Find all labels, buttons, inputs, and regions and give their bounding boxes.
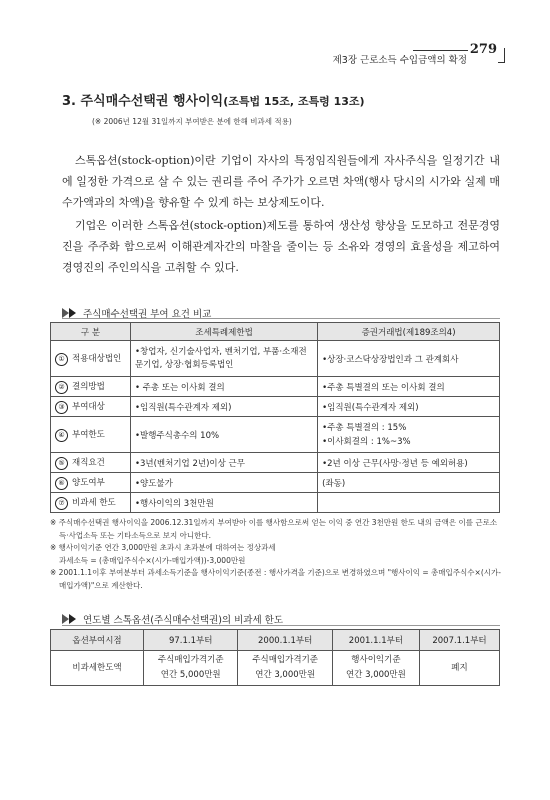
- paragraph-2: 기업은 이러한 스톡옵션(stock-option)제도를 통하여 생산성 향상을 도모하고 전문경영진을 주주화 함으로써 이해관계자간의 마찰을 줄이는 등 소유와 경영의 효율성을 제고하여 경영진의 주인의식을 고취할 수 있다.: [62, 219, 500, 274]
- row-sec-cell: (좌동): [318, 473, 500, 493]
- row-tax-cell: •양도불가: [130, 473, 317, 493]
- section-title-sub: (조특법 15조, 조특령 13조): [223, 95, 365, 108]
- row-number: ④: [55, 429, 68, 442]
- header-from-2001: 2001.1.1부터: [332, 630, 419, 651]
- limit-amount: 연간 3,000만원: [345, 670, 406, 680]
- limit-basis: 주식매입가격기준: [252, 655, 318, 665]
- row-number: ⑥: [55, 477, 68, 490]
- row-number: ②: [55, 381, 68, 394]
- limit-cell: [419, 651, 499, 686]
- limit-line-1: •주총 특별결의 : 15%: [322, 422, 407, 433]
- section-title: [62, 90, 365, 109]
- row-item: ⑤ 재직요건: [51, 453, 131, 473]
- row-item: ② 결의방법: [51, 377, 131, 397]
- note-3: ※ 2001.1.1이후 부여분부터 과세소득기준을 행사이익기준(종전 : 행사가격을 기준)으로 변경하였으며 "행사이익 = 총매입주식수×(시가-매입가액)"으로 계산한다.: [50, 568, 501, 590]
- note-2-formula: 과세소득 = (총매입주식수×(시가-매입가액))-3,000만원: [59, 555, 246, 565]
- chapter-title: 제3장 근로소득 수입금액의 확정: [332, 55, 467, 66]
- notes-block: [50, 517, 502, 592]
- limit-basis: 행사이익기준: [351, 655, 401, 665]
- row-sec-cell: •2년 이상 근무(사망·정년 등 예외허용): [318, 453, 500, 473]
- page-number: 279: [469, 42, 497, 57]
- row-sec-cell: •주총 특별결의 또는 이사회 결의: [318, 377, 500, 397]
- header-grant-date: 옵션부여시점: [51, 630, 144, 651]
- limit-line-2: •이사회결의 : 1%~3%: [322, 436, 411, 447]
- note-1: ※ 주식매수선택권 행사이익을 2006.12.31일까지 부여받아 이를 행사함으로써 얻는 이익 중 연간 3천만원 한도 내의 금액은 이를 근로소득·사업소득 또는 기타소득으로 보지 아니한다.: [50, 518, 498, 540]
- section-title-main: 3. 주식매수선택권 행사이익: [62, 94, 224, 109]
- row-item: ⑦ 비과세 한도: [51, 493, 131, 513]
- row-item: ④ 부여한도: [51, 417, 131, 453]
- row-sec-cell: •상장·코스닥상장법인과 그 관계회사: [318, 341, 500, 377]
- row-tax-cell: •발행주식총수의 10%: [130, 417, 317, 453]
- requirements-table: [50, 322, 500, 513]
- note-2: ※ 행사이익기준 연간 3,000만원 초과시 초과분에 대하여는 정상과세: [50, 543, 276, 552]
- header-from-2000: 2000.1.1부터: [238, 630, 332, 651]
- page-header: [300, 42, 505, 68]
- limit-cell: [238, 651, 332, 686]
- header-from-2007: 2007.1.1부터: [419, 630, 499, 651]
- table2-title: 연도별 스톡옵션(주식매수선택권)의 비과세 한도: [83, 615, 284, 626]
- row-tax-cell: • 주총 또는 이사회 결의: [130, 377, 317, 397]
- limit-cell: [332, 651, 419, 686]
- table-header-row: [51, 630, 500, 651]
- row-sec-cell: [318, 417, 500, 453]
- table-row: [51, 473, 500, 493]
- row-item: ③ 부여대상: [51, 397, 131, 417]
- header-rule: [413, 50, 468, 51]
- table-row: [51, 377, 500, 397]
- row-number: ①: [55, 353, 68, 366]
- row-tax-cell: •3년(벤처기업 2년)이상 근무: [130, 453, 317, 473]
- limit-basis: 폐지: [451, 662, 468, 673]
- limit-basis: 주식매입가격기준: [157, 655, 224, 665]
- header-tax-law: 조세특례제한법: [130, 323, 317, 341]
- table-row: [51, 493, 500, 513]
- table-header-row: [51, 323, 500, 341]
- row-tax-cell: •임직원(특수관계자 제외): [130, 397, 317, 417]
- row-number: ③: [55, 401, 68, 414]
- table2-heading: [62, 612, 283, 626]
- row-number: ⑤: [55, 457, 68, 470]
- row-item: ① 적용대상법인: [51, 341, 131, 377]
- limit-amount: 연간 3,000만원: [255, 670, 316, 680]
- row-tax-cell: •행사이익의 3천만원: [130, 493, 317, 513]
- table-row: [51, 651, 500, 686]
- header-from-97: 97.1.1부터: [144, 630, 238, 651]
- limit-cell: [144, 651, 238, 686]
- table-row: [51, 341, 500, 377]
- row-label: 비과세한도액: [51, 651, 144, 686]
- table1-title-rule: [62, 318, 500, 319]
- limit-amount: 연간 5,000만원: [160, 670, 221, 680]
- table-row: [51, 397, 500, 417]
- section-note: (※ 2006년 12월 31일까지 부여받은 분에 한해 비과세 적용): [92, 117, 292, 126]
- header-bracket: [498, 48, 505, 63]
- row-item: ⑥ 양도여부: [51, 473, 131, 493]
- row-sec-cell: [318, 493, 500, 513]
- yearly-limit-table: [50, 629, 500, 686]
- row-sec-cell: •임직원(특수관계자 제외): [318, 397, 500, 417]
- table1-title: 주식매수선택권 부여 요건 비교: [83, 309, 212, 320]
- header-category: 구 분: [51, 323, 131, 341]
- row-tax-cell: •창업자, 신기술사업자, 벤처기업, 부품·소재전문기업, 상장·협회등록법인: [130, 341, 317, 377]
- row-number: ⑦: [55, 497, 68, 510]
- paragraph-1: 스톡옵션(stock-option)이란 기업이 자사의 특정임직원들에게 자사주식을 일정기간 내에 일정한 가격으로 살 수 있는 권리를 주어 주가가 오르면 차액(행사 당시의 시가와 실제 매수가액과의 차액)을 향유할 수 있게 하는 보상제도이다.: [62, 154, 500, 209]
- header-securities-law: 증권거래법(제189조의4): [318, 323, 500, 341]
- double-arrow-icon: [62, 308, 80, 318]
- table-row: [51, 453, 500, 473]
- table-row: [51, 417, 500, 453]
- table2-title-rule: [62, 625, 500, 626]
- double-arrow-icon: [62, 614, 80, 624]
